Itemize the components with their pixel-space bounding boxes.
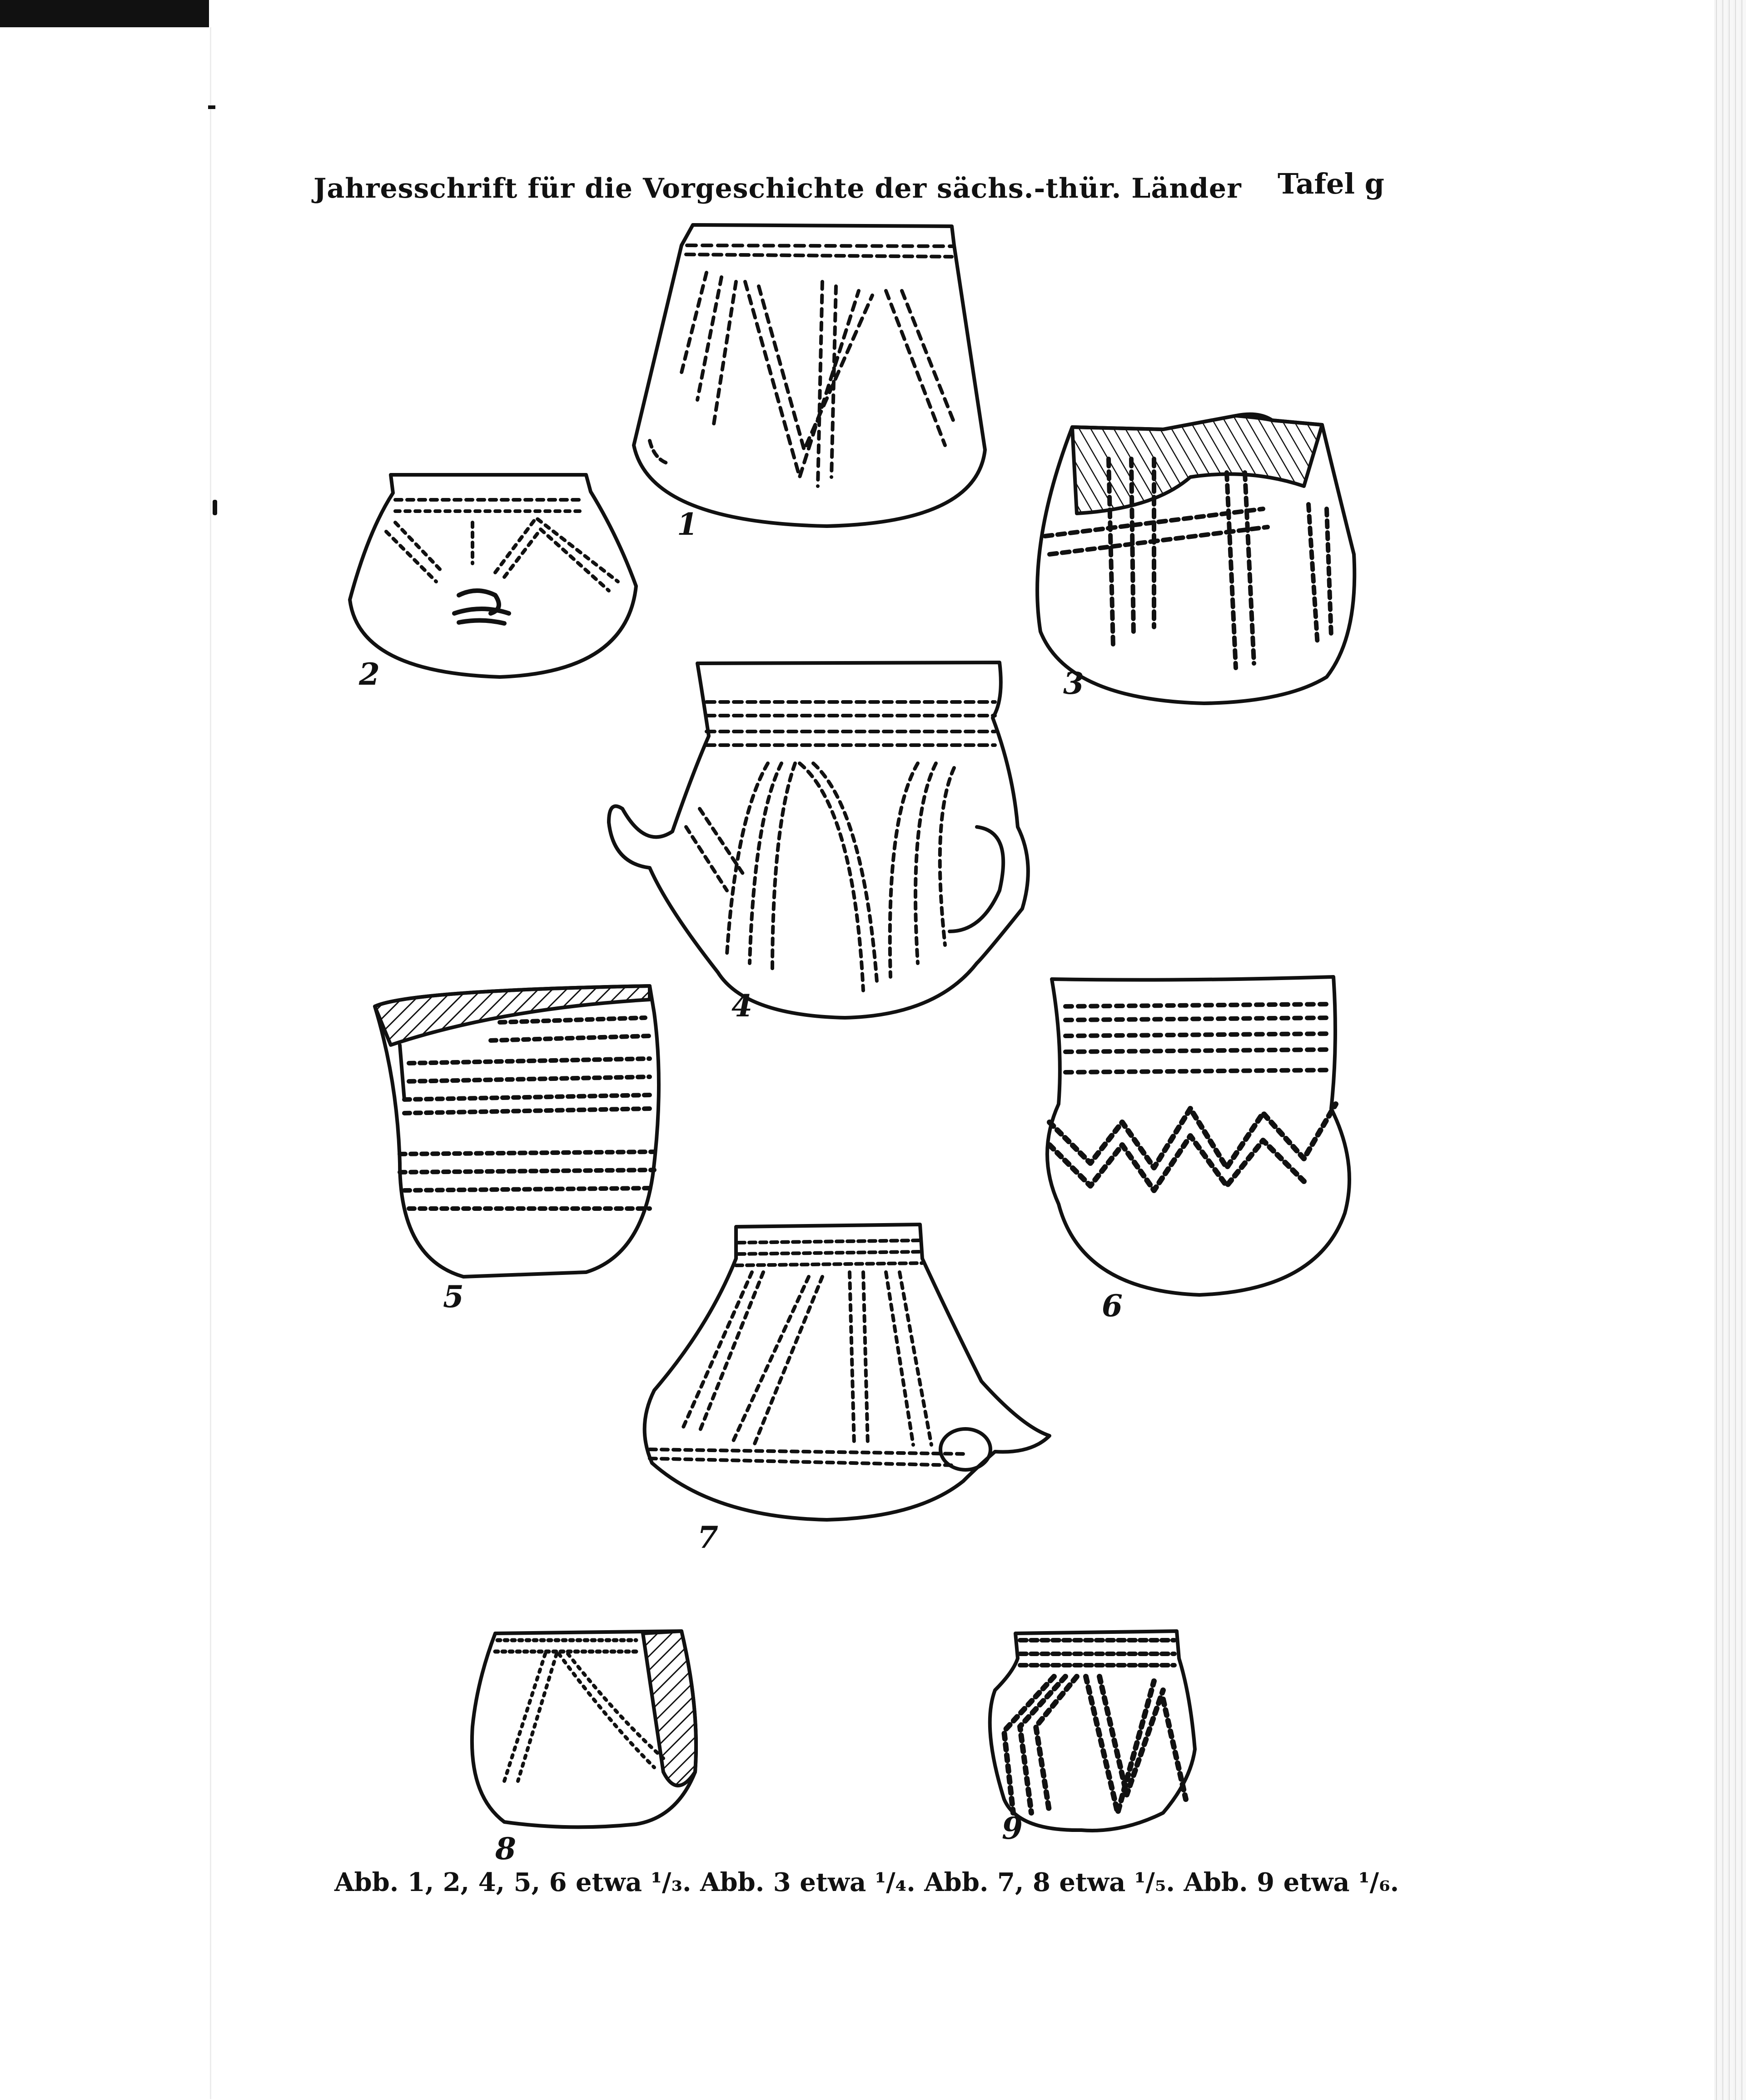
- vessel-7: [645, 1224, 1050, 1520]
- figure-number-2: 2: [359, 657, 380, 692]
- figure-number-7: 7: [697, 1520, 718, 1555]
- figure-number-5: 5: [443, 1279, 464, 1314]
- vessel-8: [472, 1631, 696, 1827]
- figure-number-1: 1: [677, 507, 698, 542]
- figure-number-9: 9: [1002, 1811, 1023, 1846]
- vessel-3: [1037, 414, 1354, 703]
- vessel-6: [1047, 977, 1349, 1295]
- journal-title: Jahresschrift für die Vorgeschichte der sächs.-thür. Länder: [313, 173, 1242, 204]
- figure-number-8: 8: [495, 1831, 516, 1866]
- figure-number-4: 4: [731, 988, 752, 1024]
- vessel-4: [609, 662, 1028, 1018]
- vessel-5: [375, 986, 659, 1277]
- vessel-1: [634, 225, 985, 526]
- figure-number-3: 3: [1063, 666, 1084, 701]
- plate-label: Tafel g: [1278, 167, 1384, 200]
- figure-caption: Abb. 1, 2, 4, 5, 6 etwa ¹/₃. Abb. 3 etwa ¹/₄. Abb. 7, 8 etwa ¹/₅. Abb. 9 etwa ¹/₆.: [334, 1867, 1399, 1897]
- vessel-2: [350, 475, 636, 677]
- figure-number-6: 6: [1102, 1288, 1123, 1324]
- vessel-9: [990, 1631, 1195, 1831]
